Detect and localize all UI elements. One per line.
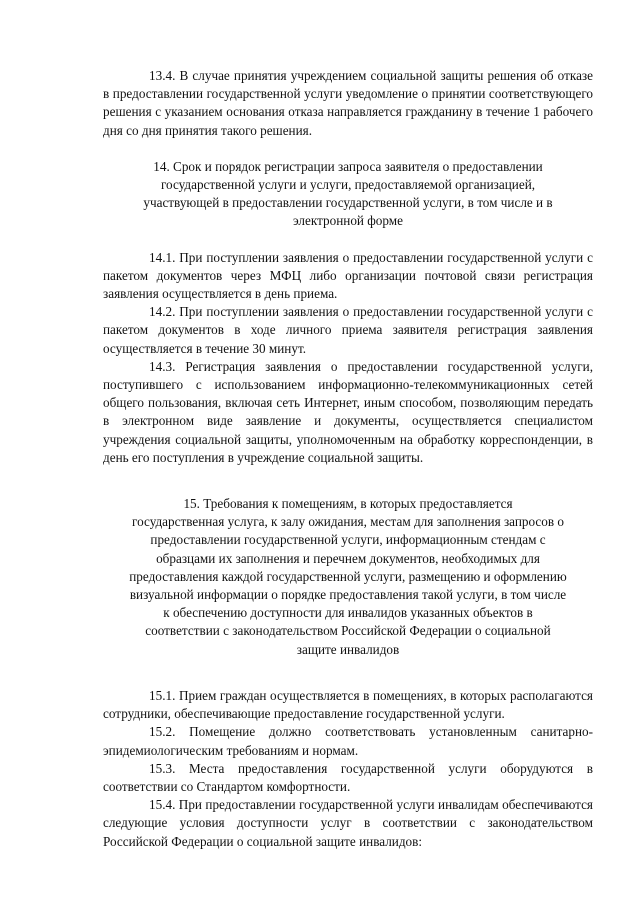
heading-line: защите инвалидов xyxy=(296,641,400,657)
heading-line: 14. Срок и порядок регистрации запроса заявителя о предоставлении xyxy=(153,158,543,174)
heading-line: государственная услуга, к залу ожидания, местам для заполнения запросов о xyxy=(132,514,564,530)
paragraph-14-1: 14.1. При поступлении заявления о предоставлении государственной услуги с пакетом документов через МФЦ либо организации почтовой связи регистрация заявления осуществляется в день приема. xyxy=(103,249,593,302)
paragraph-15-4: 15.4. При предоставлении государственной услуги инвалидам обеспечиваются следующие условия доступности услуг в соответствии с законодательством Российской Федерации о социальной защите инвалидов: xyxy=(103,797,593,849)
heading-line: предоставлении государственной услуги, информационным стендам с xyxy=(150,532,546,548)
paragraph-14-3: 14.3. Регистрация заявления о предоставлении государственной услуги, поступившего с использованием информационно-телекоммуникационных сетей общего пользования, включая сеть Интернет, иным способом, позволяющим передать в электронном виде заявление и документы, осуществляется специалистом учреждения социальной защиты, уполномоченным на обработку корреспонденции, в день его поступления в учреждение социальной защиты. xyxy=(103,358,593,465)
spacer xyxy=(103,140,593,158)
heading-line: 15. Требования к помещениям, в которых предоставляется xyxy=(183,496,513,512)
paragraph-15-1: 15.1. Прием граждан осуществляется в помещениях, в которых располагаются сотрудники, обеспечивающие предоставление государственной услуги. xyxy=(103,687,593,722)
heading-line: к обеспечению доступности для инвалидов указанных объектов в xyxy=(163,605,533,621)
paragraph-14-2: 14.2. При поступлении заявления о предоставлении государственной услуги с пакетом документов в ходе личного приема заявителя регистрация заявления осуществляется в течение 30 минут. xyxy=(103,304,593,356)
spacer xyxy=(103,467,593,495)
heading-line: визуальной информации о порядке предоставления такой услуги, в том числе xyxy=(129,587,567,603)
heading-line: электронной форме xyxy=(293,213,403,229)
heading-line: государственной услуги и услуги, предоставляемой организацией, xyxy=(160,177,536,193)
heading-line: образцами их заполнения и перечнем документов, необходимых для xyxy=(156,550,540,566)
spacer xyxy=(103,231,593,249)
paragraph-13-4: 13.4. В случае принятия учреждением социальной защиты решения об отказе в предоставлении государственной услуги уведомление о принятии соответствующего решения с указанием основания отказа направляется гражданину в течение 1 рабочего дня со дня принятия такого решения. xyxy=(103,68,593,138)
document-page xyxy=(103,67,593,851)
section-heading-14 xyxy=(103,158,593,231)
paragraph-15-3: 15.3. Места предоставления государственной услуги оборудуются в соответствии со Стандартом комфортности. xyxy=(103,760,593,794)
section-heading-15 xyxy=(103,495,593,659)
paragraph-15-2: 15.2. Помещение должно соответствовать установленным санитарно-эпидемиологическим требованиям и нормам. xyxy=(103,724,593,758)
heading-line: предоставления каждой государственной услуги, размещению и оформлению xyxy=(129,568,567,584)
heading-line: участвующей в предоставлении государственной услуги, в том числе и в xyxy=(143,195,553,211)
spacer xyxy=(103,659,593,687)
heading-line: соответствии с законодательством Российской Федерации о социальной xyxy=(145,623,551,639)
